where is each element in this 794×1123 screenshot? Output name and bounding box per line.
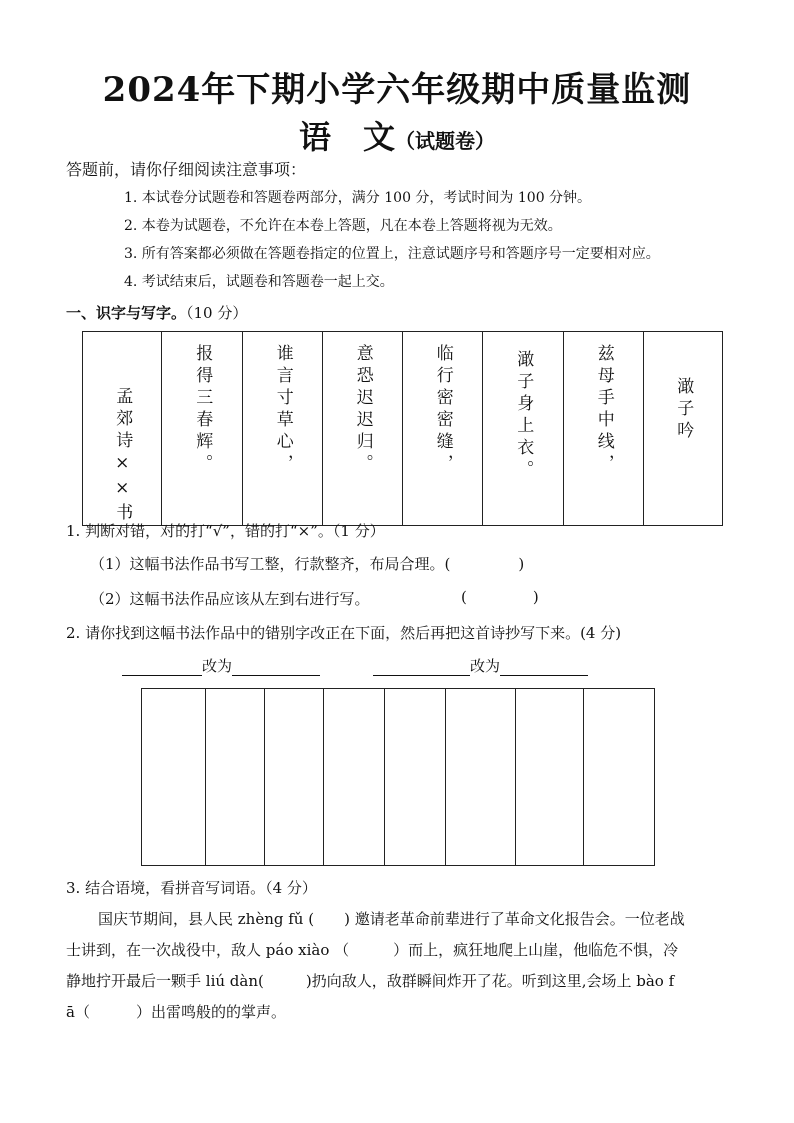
- q1-sub2-text: （2）这幅书法作品应该从左到右进行写。: [90, 590, 370, 608]
- notice-item: 2. 本卷为试题卷，不允许在本卷上答题，凡在本卷上答题将视为无效。: [124, 218, 562, 234]
- subject-title: [0, 112, 794, 158]
- grid-divider: [205, 689, 206, 865]
- grid-divider: [264, 689, 265, 865]
- calligraphy-column: [483, 332, 564, 526]
- wrong-char-blank[interactable]: [373, 660, 470, 676]
- change-to-label: 改为: [202, 657, 233, 675]
- section1-heading: [66, 302, 247, 323]
- grid-divider: [515, 689, 516, 865]
- change-to-label: 改为: [470, 657, 501, 675]
- subject-name: 语 文: [298, 118, 395, 156]
- grid-divider: [583, 689, 584, 865]
- q3-line: [66, 935, 731, 966]
- calligraphy-column: [243, 332, 323, 526]
- calligraphy-text: 孟郊诗××书: [112, 387, 133, 525]
- notice-item: 4. 考试结束后，试题卷和答题卷一起上交。: [124, 274, 394, 290]
- subject-note: （试题卷）: [395, 129, 495, 153]
- q3-text-segment: ā（: [66, 1003, 90, 1021]
- poem-copy-grid[interactable]: [141, 688, 655, 866]
- calligraphy-column: [83, 332, 162, 526]
- correct-char-blank[interactable]: [232, 660, 320, 676]
- calligraphy-column: [564, 332, 644, 526]
- q3-text-segment: ）而上，疯狂地爬上山崖，他临危不惧，冷: [393, 941, 679, 959]
- q1-sub2-paren: [461, 588, 539, 606]
- section1-title: 一、识字与写字。: [66, 304, 187, 322]
- q3-text-segment: ) 邀请老革命前辈进行了革命文化报告会。一位老战: [344, 910, 685, 928]
- notice-heading: 答题前，请你仔细阅读注意事项：: [66, 160, 307, 179]
- calligraphy-text: 兹母手中线，: [593, 344, 614, 476]
- calligraphy-column: [162, 332, 243, 526]
- calligraphy-text: 临行密密缝，: [432, 344, 453, 476]
- calligraphy-column: [403, 332, 483, 526]
- q1-sub2-close: ): [532, 588, 539, 606]
- notice-item: 3. 所有答案都必须做在答题卷指定的位置上，注意试题序号和答题序号一定要相对应。: [124, 246, 660, 262]
- calligraphy-text: 报得三春辉。: [192, 344, 213, 476]
- q2-answer-row: [122, 655, 320, 676]
- correct-char-blank[interactable]: [500, 660, 588, 676]
- grid-divider: [445, 689, 446, 865]
- q1-sub1: [90, 553, 524, 574]
- q1-text: 1. 判断对错，对的打“√”，错的打“×”。（1 分）: [66, 522, 385, 540]
- calligraphy-text: 谁言寸草心，: [272, 344, 293, 476]
- calligraphy-table: [82, 331, 723, 526]
- q3-text-segment: 国庆节期间，县人民 zhèng fǔ (: [98, 910, 315, 928]
- grid-divider: [323, 689, 324, 865]
- section1-score: （10 分）: [186, 304, 248, 322]
- q1-sub2: [90, 588, 370, 609]
- q3-line: [66, 904, 731, 935]
- q3-line: [66, 966, 731, 997]
- q3-text-segment: )扔向敌人，敌群瞬间炸开了花。听到这里,会场上 bào f: [305, 972, 675, 990]
- calligraphy-column: [323, 332, 403, 526]
- calligraphy-column: [644, 332, 723, 526]
- exam-title: 2024年下期小学六年级期中质量监测: [102, 70, 692, 110]
- q3-paragraph: [66, 904, 731, 1028]
- q2-answer-row: [373, 655, 588, 676]
- calligraphy-text: 意恐迟迟归。: [352, 344, 373, 476]
- calligraphy-text: 澉子吟: [673, 377, 694, 443]
- wrong-char-blank[interactable]: [122, 660, 202, 676]
- q1-sub1-close: ): [518, 555, 525, 573]
- q3-text: 3. 结合语境，看拼音写词语。（4 分）: [66, 879, 317, 897]
- notice-item: 1. 本试卷分试题卷和答题卷两部分，满分 100 分，考试时间为 100 分钟。: [124, 190, 592, 206]
- q3-text-segment: ）出雷鸣般的的掌声。: [135, 1003, 286, 1021]
- q2-text: 2. 请你找到这幅书法作品中的错别字改正在下面，然后再把这首诗抄写下来。(4 分): [66, 624, 622, 642]
- q3-text-segment: 士讲到，在一次战役中，敌人 páo xiào （: [66, 941, 350, 959]
- q1-sub1-text: （1）这幅书法作品书写工整，行款整齐，布局合理。(: [90, 555, 451, 573]
- calligraphy-text: 澉子身上衣。: [513, 350, 534, 482]
- grid-divider: [384, 689, 385, 865]
- q3-text-segment: 静地拧开最后一颗手 liú dàn(: [66, 972, 264, 990]
- q3-line: [66, 997, 731, 1028]
- q1-sub2-open: (: [461, 588, 467, 606]
